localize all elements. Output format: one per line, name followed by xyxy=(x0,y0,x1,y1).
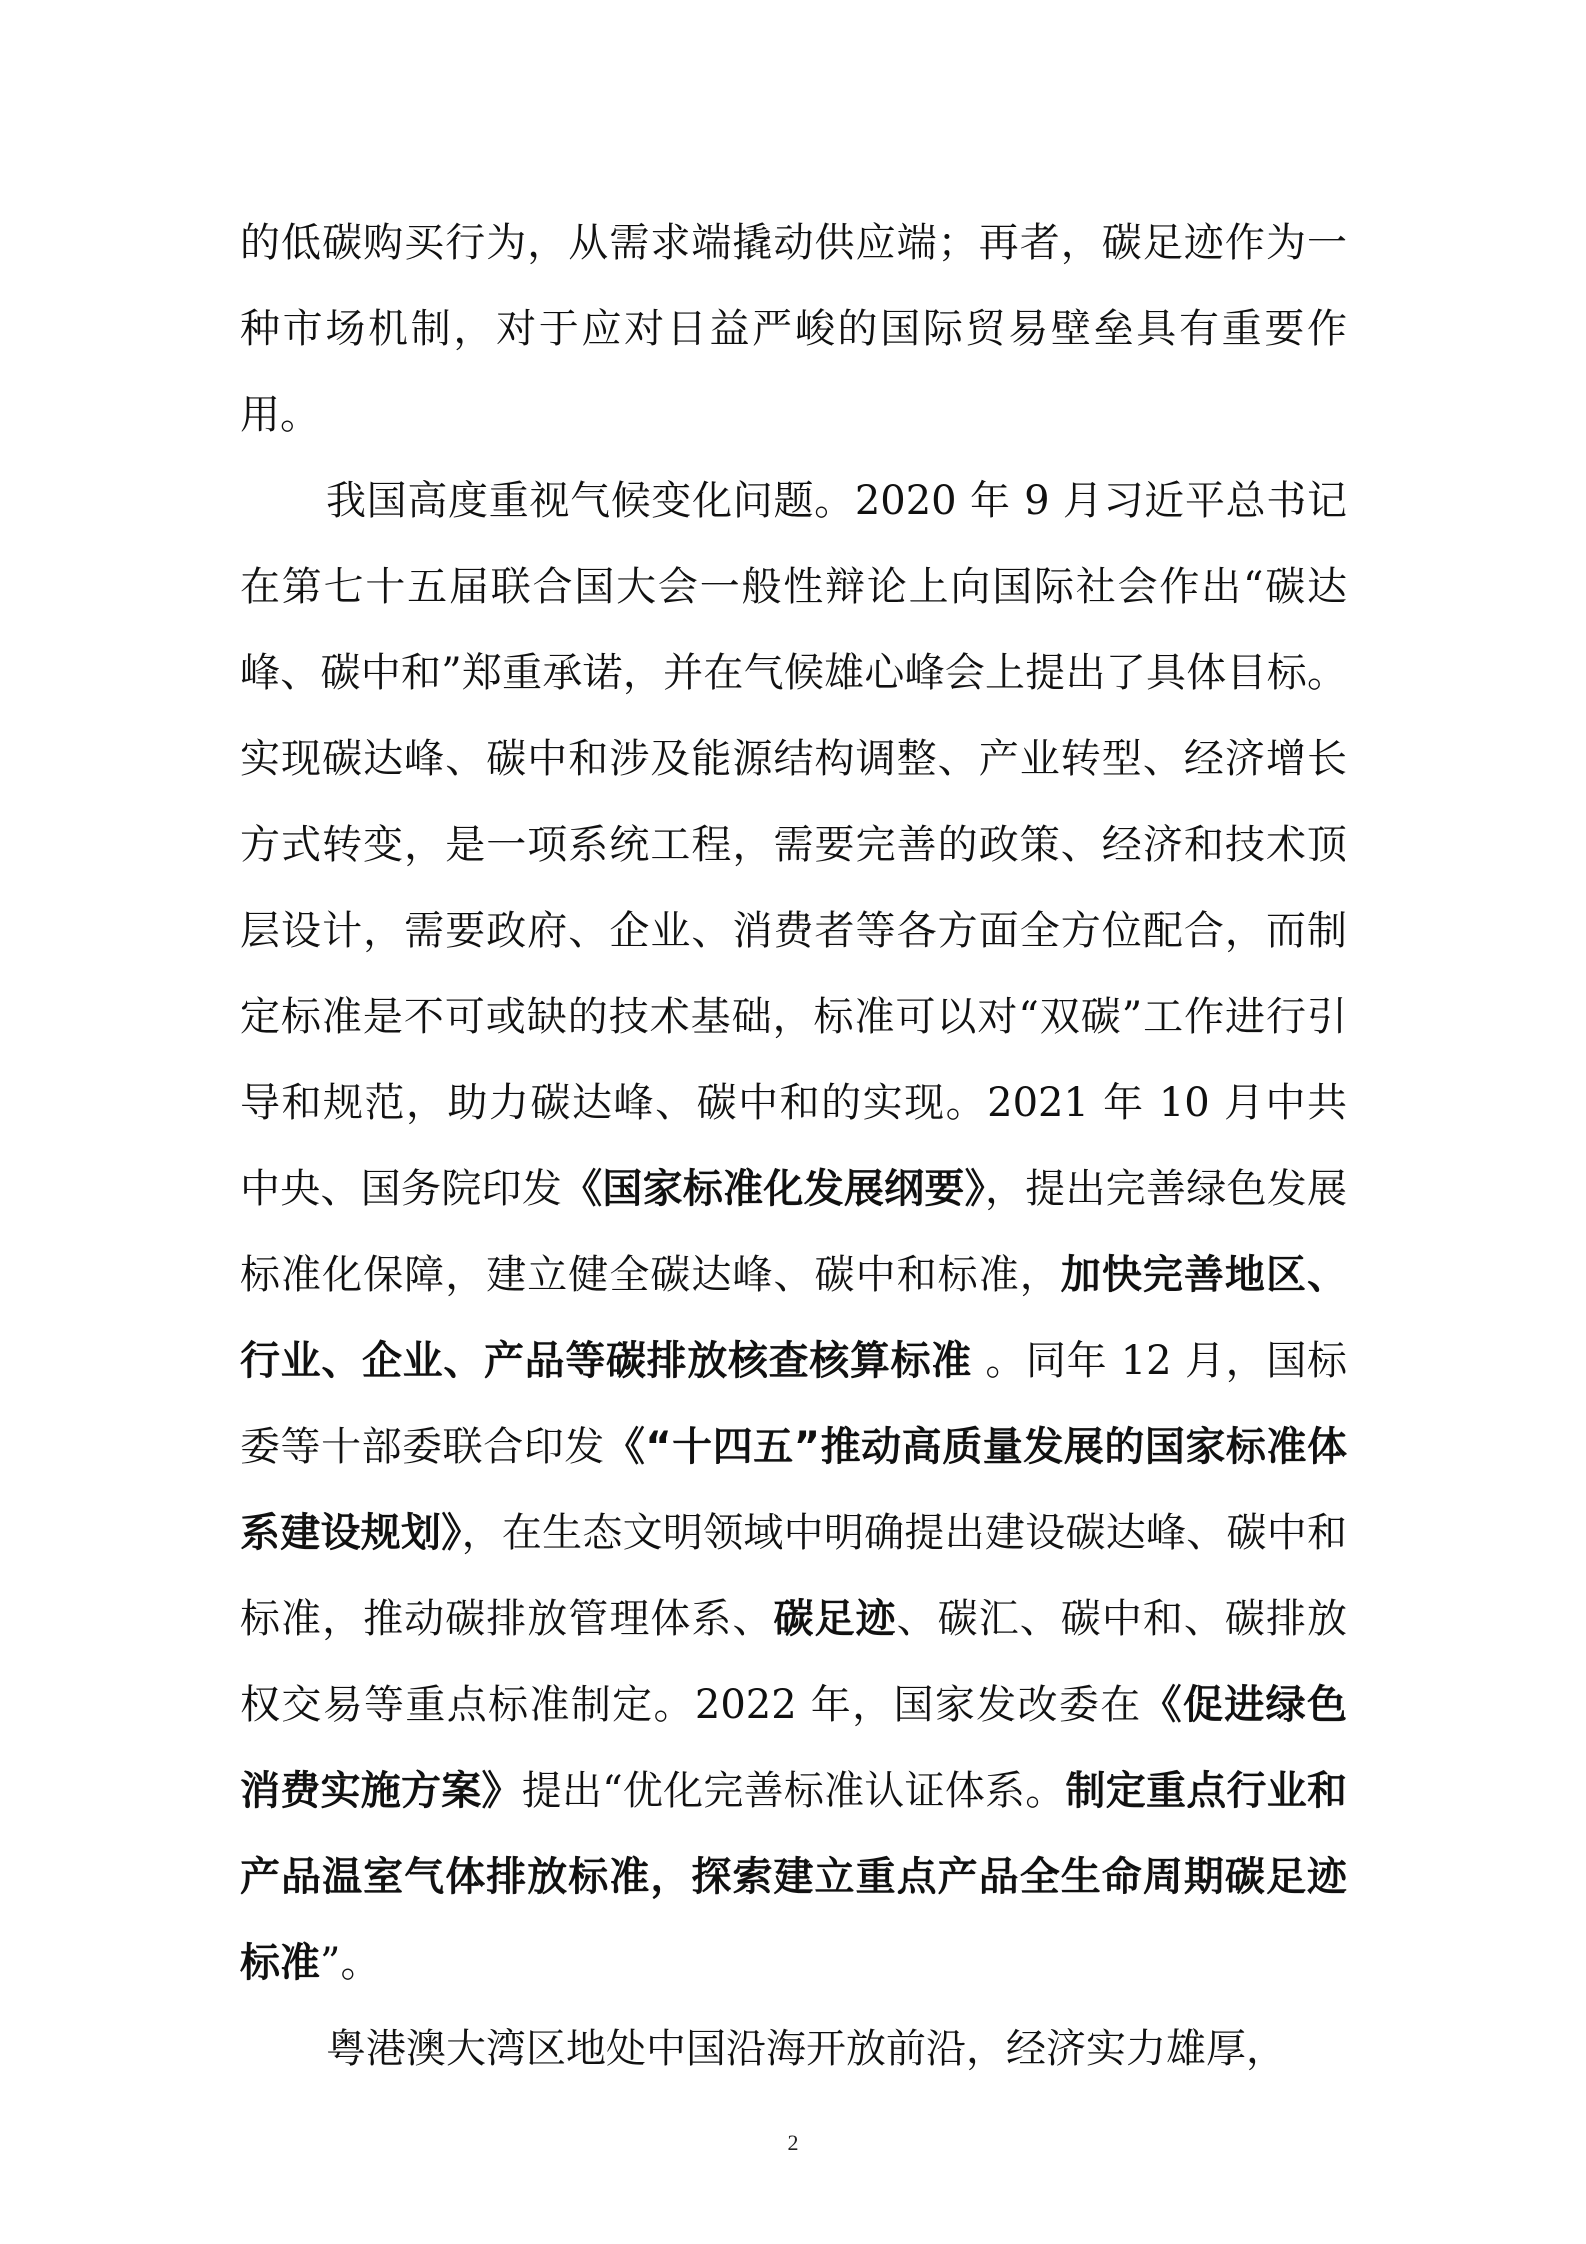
text-run: ”。 xyxy=(320,1940,381,1986)
text-run: 提出“优化完善标准认证体系。 xyxy=(521,1768,1066,1814)
bold-text-run: 《国家标准化发展纲要》 xyxy=(562,1166,985,1212)
text-run: ，提出完善绿色发展标准化保障，建立健全碳达峰、碳中和标准， xyxy=(240,1166,1348,1298)
bold-text-run: 制定重点行业和产品温室气体排放标准，探索建立重点产品全生命周期碳足迹标准 xyxy=(240,1768,1348,1986)
text-run: ，在生态文明领域中明确提出建设碳达峰、碳中和标准，推动碳排放管理体系、 xyxy=(240,1510,1348,1642)
paragraph-p2 xyxy=(240,458,1347,2006)
bold-text-run: 加快完善地区、行业、企业、产品等碳排放核查核算标准 xyxy=(240,1252,1348,1384)
text-run: 的低碳购买行为，从需求端撬动供应端；再者，碳足迹作为一种市场机制，对于应对日益严峻的国际贸易壁垒具有重要作用。 xyxy=(240,220,1347,438)
bold-text-run: 碳足迹 xyxy=(773,1596,897,1642)
bold-text-run: 《促进绿色消费实施方案》 xyxy=(240,1682,1348,1814)
text-run: 。同年 12 月，国标委等十部委联合印发 xyxy=(240,1338,1347,1470)
paragraph-p3 xyxy=(240,2006,1347,2092)
paragraph-p1 xyxy=(240,200,1347,458)
text-run: 我国高度重视气候变化问题。2020 年 9 月习近平总书记在第七十五届联合国大会一般性辩论上向国际社会作出“碳达峰、碳中和”郑重承诺，并在气候雄心峰会上提出了具体目标。实现碳达峰、碳中和涉及能源结构调整、产业转型、经济增长方式转变，是一项系统工程，需要完善的政策、经济和技术顶层设计，需要政府、企业、消费者等各方面全方位配合，而制定标准是不可或缺的技术基础，标准可以对“双碳”工作进行引导和规范，助力碳达峰、碳中和的实现。2021 年 10 月中共中央、国务院印发 xyxy=(240,478,1347,1212)
document-body xyxy=(240,200,1347,2092)
page-number: 2 xyxy=(787,2130,799,2155)
bold-text-run: 《“十四五”推动高质量发展的国家标准体系建设规划》 xyxy=(240,1424,1348,1556)
text-run: 、碳汇、碳中和、碳排放权交易等重点标准制定。2022 年，国家发改委在 xyxy=(240,1596,1348,1728)
text-run: 粤港澳大湾区地处中国沿海开放前沿，经济实力雄厚， xyxy=(326,2026,1286,2072)
